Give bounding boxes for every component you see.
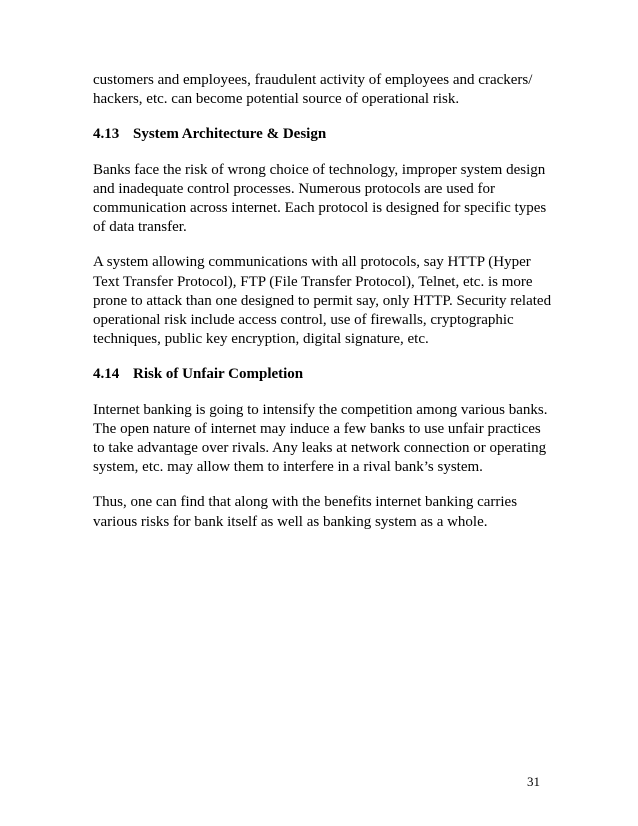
text-line: and inadequate control processes. Numerous protocols are used for: [93, 180, 495, 197]
page-body: [93, 71, 553, 548]
text-line: hackers, etc. can become potential source of operational risk.: [93, 91, 460, 108]
text-line: techniques, public key encryption, digital signature, etc.: [93, 331, 429, 348]
paragraph-conclusion: [93, 493, 553, 531]
text-line: prone to attack than one designed to permit say, only HTTP. Security related: [93, 292, 552, 309]
section-heading-4-13: [93, 125, 553, 144]
text-line: various risks for bank itself as well as banking system as a whole.: [93, 513, 488, 530]
paragraph-competition: [93, 401, 553, 478]
text-line: customers and employees, fraudulent activity of employees and crackers/: [93, 72, 533, 88]
text-line: of data transfer.: [93, 219, 187, 236]
text-line: Thus, one can find that along with the benefits internet banking carries: [93, 494, 518, 511]
text-line: to take advantage over rivals. Any leaks at network connection or operating: [93, 440, 547, 457]
paragraph-technology-risk: [93, 161, 553, 238]
section-title: Risk of Unfair Completion: [133, 366, 304, 383]
page-number: 31: [527, 774, 540, 789]
text-line: A system allowing communications with all protocols, say HTTP (Hyper: [93, 254, 531, 271]
section-number: 4.14: [93, 366, 120, 383]
text-line: Internet banking is going to intensify the competition among various banks.: [93, 401, 548, 418]
text-line: operational risk include access control, use of firewalls, cryptographic: [93, 312, 514, 329]
text-line: communication across internet. Each protocol is designed for specific types: [93, 200, 547, 217]
section-title: System Architecture & Design: [133, 126, 327, 143]
text-line: The open nature of internet may induce a few banks to use unfair practices: [93, 420, 541, 437]
text-line: Text Transfer Protocol), FTP (File Transfer Protocol), Telnet, etc. is more: [93, 273, 533, 290]
text-line: Banks face the risk of wrong choice of technology, improper system design: [93, 161, 546, 178]
section-number: 4.13: [93, 126, 120, 143]
paragraph-operational-risk-continued: [93, 71, 553, 109]
text-line: system, etc. may allow them to interfere in a rival bank’s system.: [93, 459, 483, 476]
section-heading-4-14: [93, 365, 553, 384]
paragraph-protocols: [93, 253, 553, 349]
